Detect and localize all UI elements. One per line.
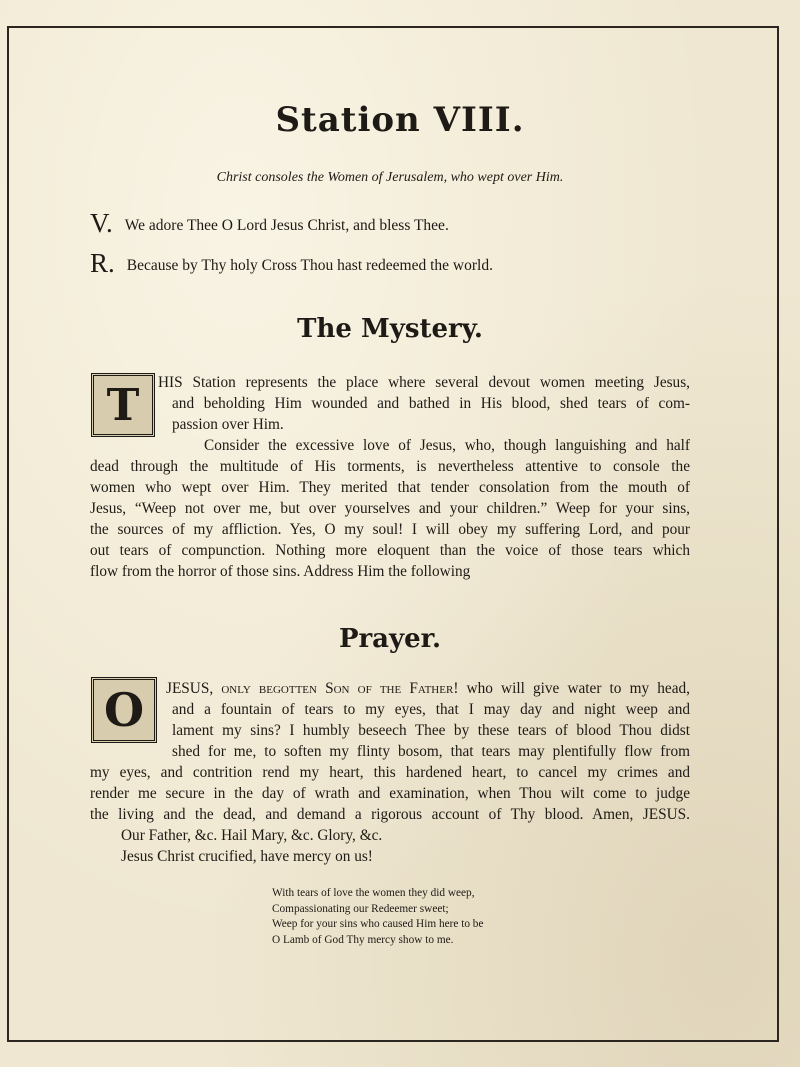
verse-line: With tears of love the women they did weep, <box>272 887 475 899</box>
verse-line: Compassionating our Redeemer sweet; <box>272 902 449 915</box>
mystery-line: Consider the excessive love of Jesus, who, though languishing and half <box>204 437 690 454</box>
response-letter: R. <box>90 248 115 278</box>
station-subtitle: Christ consoles the Women of Jerusalem, who wept over Him. <box>216 170 564 185</box>
prayer-closing: Jesus Christ crucified, have mercy on us! <box>121 848 373 865</box>
prayer-closing: Our Father, &c. Hail Mary, &c. Glory, &c. <box>121 827 383 844</box>
mystery-line: out tears of compunction. Nothing more eloquent than the voice of those tears which <box>90 542 690 559</box>
mystery-line: women who wept over Him. They merited that tender consolation from the mouth of <box>90 479 690 496</box>
prayer-line: shed for me, to soften my flinty bosom, that tears may plentifully flow from <box>172 743 690 760</box>
mystery-line: and beholding Him wounded and bathed in His blood, shed tears of com- <box>172 395 690 412</box>
mystery-heading: The Mystery. <box>297 314 483 344</box>
closing-verse <box>272 886 483 948</box>
prayer-line1-start: JESUS, <box>166 680 222 697</box>
verse-line: Weep for your sins who caused Him here to be <box>272 918 484 930</box>
versicle-text: We adore Thee O Lord Jesus Christ, and bless Thee. <box>124 217 449 234</box>
mystery-dropcap: T <box>91 373 155 437</box>
station-title: Station VIII. <box>275 100 525 140</box>
mystery-line: passion over Him. <box>172 416 284 433</box>
mystery-line: HIS Station represents the place where several devout women meeting Jesus, <box>158 374 690 391</box>
response <box>90 248 493 279</box>
prayer-dropcap: O <box>91 677 157 743</box>
response-text: Because by Thy holy Cross Thou hast redeemed the world. <box>126 257 493 274</box>
mystery-line: Jesus, “Weep not over me, but over yourselves and your children.” Weep for your sins, <box>90 500 690 517</box>
verse-line: O Lamb of God Thy mercy show to me. <box>272 933 454 946</box>
prayer-line: the living and the dead, and demand a rigorous account of Thy blood. Amen, JESUS. <box>90 806 690 823</box>
prayer-line1-end: ! who will give water to my head, <box>453 680 690 697</box>
prayer-heading: Prayer. <box>338 624 442 654</box>
versicle <box>90 208 449 239</box>
prayer-line <box>166 680 690 698</box>
prayer-line: my eyes, and contrition rend my heart, this hardened heart, to cancel my crimes and <box>90 764 690 781</box>
mystery-line: flow from the horror of those sins. Address Him the following <box>90 563 471 580</box>
prayer-line: render me secure in the day of wrath and examination, when Thou wilt come to judge <box>90 785 690 802</box>
mystery-line: the sources of my affliction. Yes, O my soul! I will obey my suffering Lord, and pour <box>90 521 690 538</box>
prayer-line: lament my sins? I humbly beseech Thee by these tears of blood Thou didst <box>172 722 690 739</box>
mystery-line: dead through the multitude of His torments, is nevertheless attentive to console the <box>90 458 690 475</box>
versicle-letter: V. <box>90 208 113 238</box>
prayer-line: and a fountain of tears to my eyes, that I may day and night weep and <box>172 701 690 718</box>
prayer-line1-smallcaps: only begotten Son of the Father <box>221 680 454 697</box>
